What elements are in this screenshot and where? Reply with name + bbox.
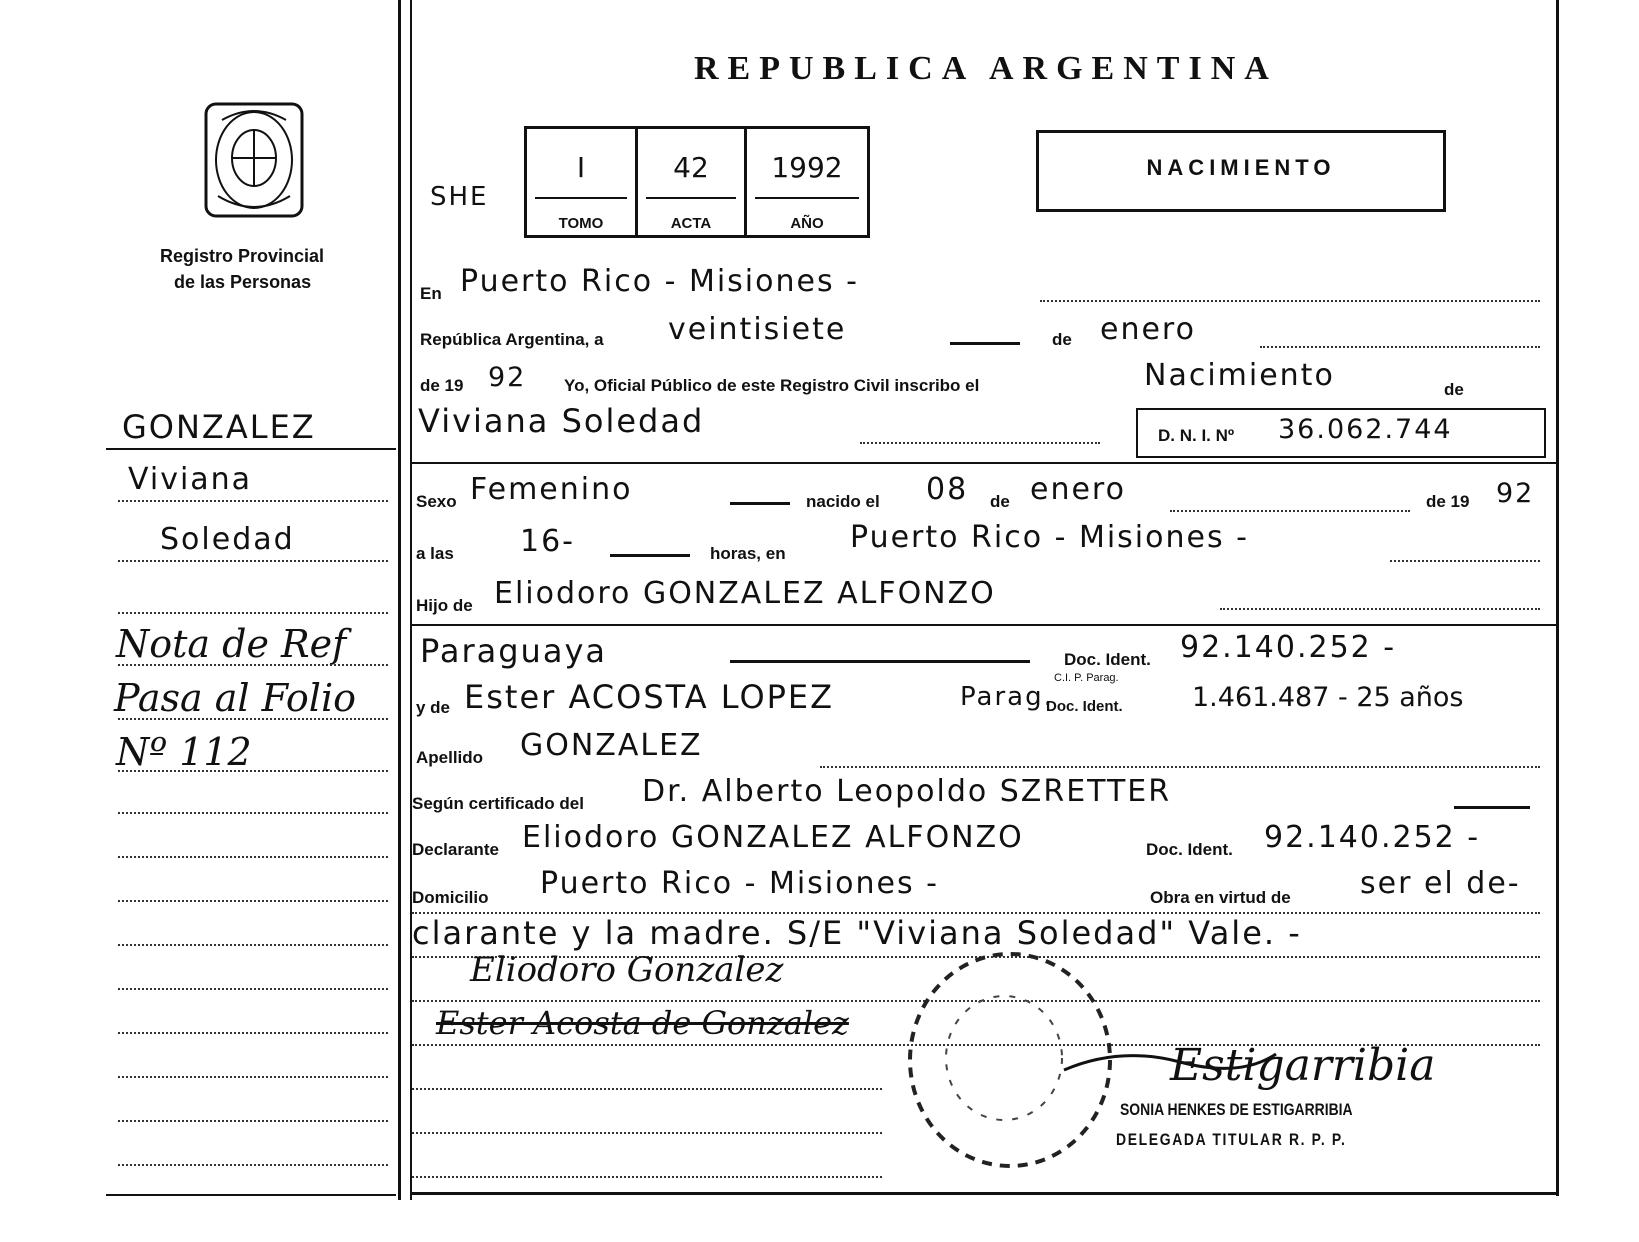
dni-value: 36.062.744	[1278, 414, 1453, 445]
form-dotted-line	[1390, 560, 1540, 562]
form-dotted-line	[1260, 346, 1540, 348]
record-box	[524, 126, 870, 238]
sidebar-dotted-line	[118, 900, 388, 902]
ano-label: AÑO	[790, 215, 824, 232]
sidebar-dotted-line	[118, 664, 388, 666]
alas-label: a las	[416, 544, 454, 563]
provincial-seal	[198, 96, 310, 224]
form-rule	[410, 624, 1556, 626]
sidebar-note-line1: Nota de Ref	[116, 622, 347, 666]
mother-doc-note: C.I. P. Parag.	[1054, 672, 1119, 684]
yde-label: y de	[416, 698, 451, 717]
docident-label: Doc. Ident.	[1064, 650, 1151, 669]
column-divider	[398, 0, 401, 1200]
oficial-statement: Yo, Oficial Público de este Registro Civil inscribo el	[564, 376, 980, 395]
sidebar-dotted-line	[118, 1164, 388, 1166]
month-value: enero	[1100, 312, 1196, 347]
official-name: SONIA HENKES DE ESTIGARRIBIA	[1120, 1100, 1353, 1119]
father-value: Eliodoro GONZALEZ ALFONZO	[494, 576, 996, 611]
blank-line	[730, 502, 790, 505]
sexo-value: Femenino	[470, 472, 633, 507]
place-value: Puerto Rico - Misiones -	[460, 264, 859, 299]
form-dotted-line	[412, 1088, 882, 1090]
full-name-value: Viviana Soledad	[418, 402, 705, 440]
year-suffix-value: 92	[488, 362, 527, 393]
birth-month-value: enero	[1030, 472, 1126, 507]
sidebar-surname: GONZALEZ	[122, 408, 316, 446]
en-label: En	[420, 284, 442, 303]
registry-name-line1: Registro Provincial	[160, 246, 325, 266]
she-label: SHE	[430, 182, 489, 212]
republica-label: República Argentina, a	[420, 330, 604, 349]
form-dotted-line	[820, 766, 1540, 768]
docident-label-3: Doc. Ident.	[1146, 840, 1233, 859]
apellido-label: Apellido	[416, 748, 484, 767]
acta-value: 42	[673, 151, 709, 184]
form-dotted-line	[1220, 608, 1540, 610]
declarante-label: Declarante	[412, 840, 499, 859]
father-nationality: Paraguaya	[420, 632, 607, 670]
father-doc-value: 92.140.252 -	[1180, 630, 1397, 665]
dni-label: D. N. I. Nº	[1158, 426, 1235, 445]
sidebar-dotted-line	[118, 718, 388, 720]
act-word-value: Nacimiento	[1144, 358, 1335, 393]
horas-label: horas, en	[710, 544, 786, 563]
record-type: NACIMIENTO	[1146, 155, 1336, 180]
mother-doc-value: 1.461.487 - 25 años	[1192, 682, 1464, 713]
sidebar-dotted-line	[118, 500, 388, 502]
de-label: de	[1052, 330, 1072, 349]
record-type-box	[1036, 130, 1446, 212]
mother-signature: Ester Acosta de Gonzalez	[436, 1004, 849, 1042]
form-bottom-rule	[410, 1192, 1556, 1195]
form-dotted-line	[412, 1176, 882, 1178]
sidebar-dotted-line	[118, 944, 388, 946]
mother-value: Ester ACOSTA LOPEZ	[464, 678, 835, 716]
form-rule	[410, 462, 1556, 464]
acta-label: ACTA	[670, 215, 712, 232]
segun-label: Según certificado del	[412, 794, 584, 813]
blank-line	[610, 554, 690, 557]
birth-place-value: Puerto Rico - Misiones -	[850, 520, 1249, 555]
official-title: DELEGADA TITULAR R. P. P.	[1116, 1130, 1347, 1149]
sidebar-note-line2: Pasa al Folio	[114, 676, 356, 720]
registry-name-line2: de las Personas	[174, 272, 312, 292]
blank-line	[730, 660, 1030, 663]
hijo-label: Hijo de	[416, 596, 473, 615]
sidebar-dotted-line	[118, 1120, 388, 1122]
obra-continuation: clarante y la madre. S/E "Viviana Soledad" Vale. -	[412, 914, 1302, 952]
obra-label: Obra en virtud de	[1150, 888, 1291, 907]
sidebar-given-name-1: Viviana	[128, 462, 253, 497]
page-right-border	[1556, 0, 1559, 1196]
docident-label-2: Doc. Ident.	[1046, 698, 1123, 715]
sidebar-dotted-line	[118, 812, 388, 814]
apellido-value: GONZALEZ	[520, 728, 703, 763]
tomo-label: TOMO	[558, 215, 604, 232]
sidebar-dotted-line	[118, 770, 388, 772]
form-dotted-line	[860, 442, 1100, 444]
nacido-label: nacido el	[806, 492, 880, 511]
ano-cell	[747, 129, 867, 235]
de-label-2: de	[1444, 380, 1464, 399]
form-dotted-line	[1170, 510, 1410, 512]
sidebar-rule	[106, 448, 396, 450]
father-signature: Eliodoro Gonzalez	[470, 950, 784, 990]
sidebar-dotted-line	[118, 988, 388, 990]
sidebar-dotted-line	[118, 1032, 388, 1034]
blank-line	[950, 342, 1020, 345]
sidebar-given-name-2: Soledad	[160, 522, 295, 557]
de-label-3: de	[990, 492, 1010, 511]
declarante-doc-value: 92.140.252 -	[1264, 820, 1481, 855]
birth-year-prefix: de 19	[1426, 492, 1470, 511]
mother-nationality: Parag.	[960, 682, 1054, 712]
day-words-value: veintisiete	[668, 312, 847, 347]
tomo-value: I	[576, 151, 586, 184]
tomo-cell	[527, 129, 638, 235]
domicilio-value: Puerto Rico - Misiones -	[540, 866, 939, 901]
declarante-value: Eliodoro GONZALEZ ALFONZO	[522, 820, 1024, 855]
domicilio-label: Domicilio	[412, 888, 489, 907]
official-signature: Estigarribia	[1170, 1040, 1436, 1091]
birth-day-value: 08	[926, 472, 969, 507]
dni-box	[1136, 408, 1546, 458]
form-dotted-line	[412, 1132, 882, 1134]
sidebar-note-line3: Nº 112	[116, 730, 252, 774]
column-divider	[410, 0, 412, 1200]
year-prefix-label: de 19	[420, 376, 464, 395]
obra-value: ser el de-	[1360, 866, 1521, 901]
official-signature-stroke	[1060, 1040, 1280, 1080]
sidebar-dotted-line	[118, 612, 388, 614]
sidebar-dotted-line	[118, 1076, 388, 1078]
document-title: REPUBLICA ARGENTINA	[694, 50, 1278, 87]
sidebar-dotted-line	[118, 560, 388, 562]
sidebar-dotted-line	[118, 856, 388, 858]
ano-value: 1992	[771, 151, 843, 184]
acta-cell	[638, 129, 747, 235]
sexo-label: Sexo	[416, 492, 457, 511]
birth-year-suffix: 92	[1496, 478, 1535, 509]
hour-value: 16-	[520, 524, 575, 559]
blank-line	[1454, 806, 1530, 809]
doctor-value: Dr. Alberto Leopoldo SZRETTER	[642, 774, 1172, 809]
sidebar-bottom-rule	[106, 1194, 396, 1196]
form-dotted-line	[1040, 300, 1540, 302]
